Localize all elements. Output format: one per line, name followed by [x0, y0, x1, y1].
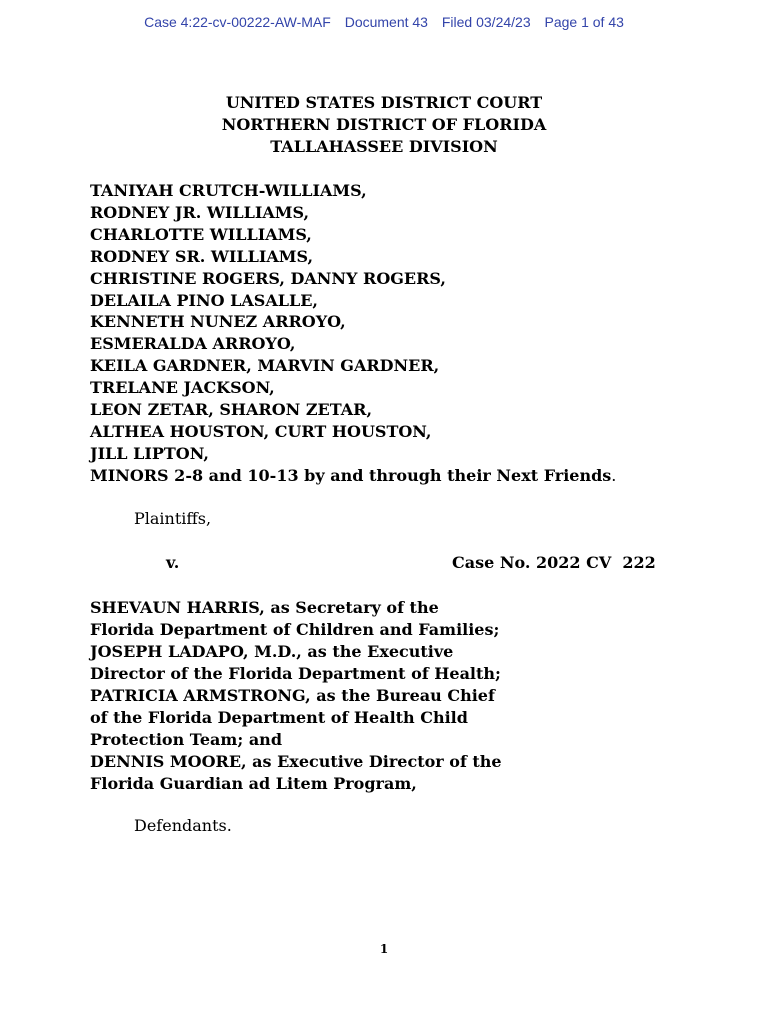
- plaintiff-line-minors: [90, 465, 616, 487]
- case-number: Case No. 2022 CV 222: [452, 553, 656, 572]
- defendants-list: [90, 597, 502, 795]
- defendants-label: Defendants.: [134, 816, 232, 835]
- plaintiffs-label: Plaintiffs,: [134, 509, 212, 528]
- court-division: TALLAHASSEE DIVISION: [270, 137, 498, 156]
- header-page: Page 1 of 43: [544, 14, 624, 30]
- plaintiff-line: DELAILA PINO LASALLE,: [90, 290, 318, 310]
- plaintiff-line: LEON ZETAR, SHARON ZETAR,: [90, 400, 373, 420]
- defendant-line: Florida Guardian ad Litem Program,: [90, 774, 417, 793]
- plaintiff-line: RODNEY SR. WILLIAMS,: [90, 246, 314, 266]
- court-name: UNITED STATES DISTRICT COURT: [225, 93, 543, 112]
- plaintiff-line: TANIYAH CRUTCH-WILLIAMS,: [90, 181, 367, 200]
- plaintiff-line: ESMERALDA ARROYO,: [90, 334, 296, 354]
- plaintiffs-list: [90, 180, 616, 487]
- page-number: 1: [379, 942, 389, 956]
- versus: v.: [166, 553, 180, 572]
- header-case-number: Case 4:22-cv-00222-AW-MAF: [144, 14, 331, 30]
- plaintiff-line: TRELANE JACKSON,: [90, 378, 275, 398]
- defendant-line: of the Florida Department of Health Child: [90, 708, 468, 727]
- header-document: Document 43: [344, 14, 428, 30]
- court-district: NORTHERN DISTRICT OF FLORIDA: [221, 115, 547, 134]
- defendant-line: Director of the Florida Department of Health;: [90, 664, 501, 683]
- defendant-line: Protection Team; and: [90, 730, 282, 749]
- header-filed-date: Filed 03/24/23: [441, 14, 531, 30]
- defendant-line: DENNIS MOORE, as Executive Director of the: [90, 752, 502, 771]
- plaintiff-line: KENNETH NUNEZ ARROYO,: [90, 312, 346, 332]
- defendant-line: Florida Department of Children and Families;: [90, 620, 500, 639]
- defendant-line: JOSEPH LADAPO, M.D., as the Executive: [90, 642, 454, 661]
- plaintiff-line: RODNEY JR. WILLIAMS,: [90, 202, 310, 222]
- plaintiff-line: ALTHEA HOUSTON, CURT HOUSTON,: [90, 421, 432, 441]
- defendant-line: SHEVAUN HARRIS, as Secretary of the: [90, 598, 439, 617]
- plaintiff-line: CHARLOTTE WILLIAMS,: [90, 224, 312, 244]
- filing-header: [0, 14, 768, 30]
- plaintiff-line: KEILA GARDNER, MARVIN GARDNER,: [90, 356, 440, 376]
- defendant-line: PATRICIA ARMSTRONG, as the Bureau Chief: [90, 686, 495, 705]
- plaintiffs-period: .: [611, 465, 617, 485]
- minors-text: MINORS 2-8 and 10-13 by and through their Next Friends: [90, 465, 612, 485]
- plaintiff-line: CHRISTINE ROGERS, DANNY ROGERS,: [90, 268, 446, 288]
- court-title: [0, 92, 768, 158]
- plaintiff-line: JILL LIPTON,: [90, 443, 209, 463]
